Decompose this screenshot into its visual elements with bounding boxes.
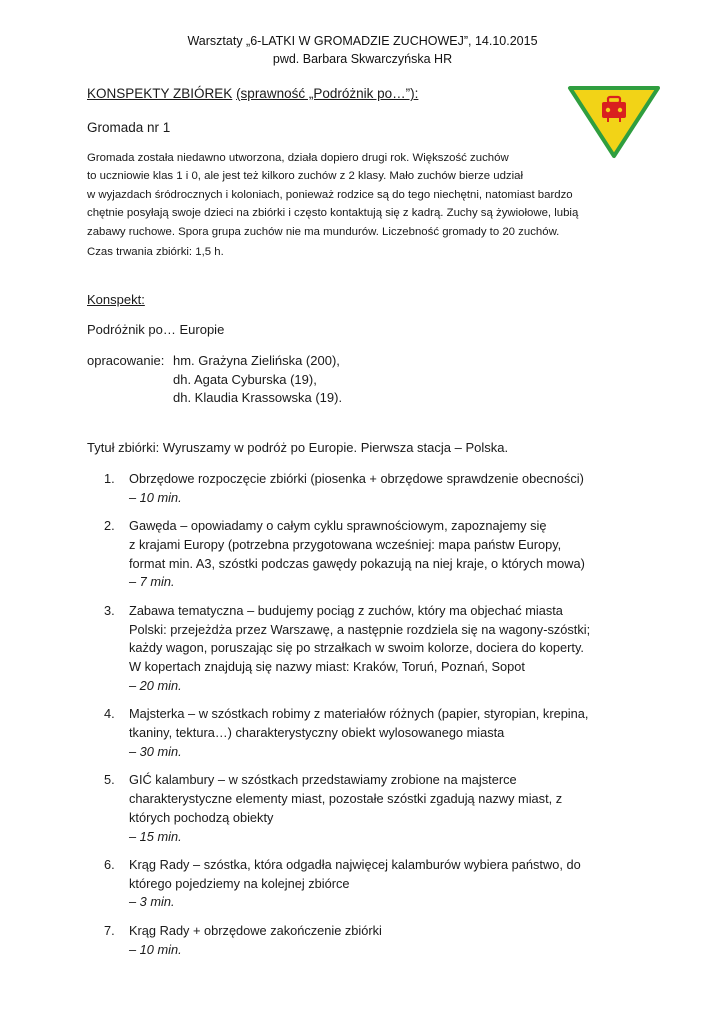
opracowanie-block <box>87 352 342 408</box>
list-item-text: W kopertach znajdują się nazwy miast: Kraków, Toruń, Poznań, Sopot <box>129 659 525 675</box>
header-workshop-title: Warsztaty „6-LATKI W GROMADZIE ZUCHOWEJ”, 14.10.2015 <box>187 34 538 48</box>
list-item <box>104 771 664 846</box>
document-header <box>0 32 725 68</box>
gromada-description-line: w wyjazdach śródrocznych i koloniach, ponieważ rodzice są do tego niechętni, natomiast bardzo <box>87 188 573 201</box>
tytul-value: Wyruszamy w podróż po Europie. Pierwsza stacja – Polska. <box>162 440 509 455</box>
gromada-heading: Gromada nr 1 <box>87 120 171 135</box>
gromada-description-line: to uczniowie klas 1 i 0, ale jest też kilkoro zuchów z 2 klasy. Mało zuchów bierze udział <box>87 170 523 183</box>
list-item-text: Krąg Rady – szóstka, która odgadła najwięcej kalamburów wybiera państwo, do <box>129 856 581 872</box>
list-item-time: – 10 min. <box>129 941 182 957</box>
list-item-text: którego pojedziemy na kolejnej zbiórce <box>129 875 350 891</box>
list-item <box>104 705 664 761</box>
list-item <box>104 602 664 696</box>
list-item <box>104 856 664 912</box>
list-item-time: – 3 min. <box>129 894 175 910</box>
konspekt-subtitle: Podróżnik po… Europie <box>87 322 225 337</box>
list-item-text: Majsterka – w szóstkach robimy z materiałów różnych (papier, styropian, krepina, <box>129 706 589 722</box>
list-item-number: 6. <box>104 856 115 872</box>
list-item-text: Krąg Rady + obrzędowe zakończenie zbiórki <box>129 922 382 938</box>
list-item <box>104 517 664 592</box>
list-item-time: – 30 min. <box>129 743 182 759</box>
author-name: dh. Klaudia Krassowska (19). <box>173 390 343 405</box>
author-name: dh. Agata Cyburska (19), <box>173 371 317 387</box>
list-item-text: Gawęda – opowiadamy o całym cyklu sprawnościowym, zapoznajemy się <box>129 518 547 534</box>
tytul-label: Tytuł zbiórki: <box>87 440 163 455</box>
list-item <box>104 922 664 960</box>
konspekty-title: KONSPEKTY ZBIÓREK <box>87 86 233 101</box>
list-item-text: Zabawa tematyczna – budujemy pociąg z zuchów, który ma objechać miasta <box>129 602 563 618</box>
konspekty-title-line <box>87 86 418 101</box>
list-item-text: każdy wagon, poruszając się po strzałkach w swoim kolorze, dociera do koperty. <box>129 640 584 656</box>
list-item-text: z krajami Europy (potrzebna przygotowana wcześniej: mapa państw Europy, <box>129 536 562 552</box>
opracowanie-label: opracowanie: <box>87 353 165 368</box>
list-item-text: format min. A3, szóstki podczas gawędy pokazują na niej kraje, o których mowa) <box>129 555 585 571</box>
gromada-description-line: chętnie posyłają swoje dzieci na zbiórki i często kontaktują się z kadrą. Zuchy są żywiołowe, lubią <box>87 207 579 220</box>
list-item-time: – 7 min. <box>129 574 175 590</box>
list-item-text: Obrzędowe rozpoczęcie zbiórki (piosenka + obrzędowe sprawdzenie obecności) <box>129 471 584 486</box>
list-item-text: GIĆ kalambury – w szóstkach przedstawiamy zrobione na majsterce <box>129 772 517 788</box>
list-item-text: charakterystyczne elementy miast, pozostałe szóstki zgadują nazwy miast, z <box>129 790 563 806</box>
list-item-text: Polski: przejeżdża przez Warszawę, a następnie rozdziela się na wagony-szóstki; <box>129 621 591 637</box>
tytul-zbiorki <box>87 440 508 455</box>
list-item-time: – 20 min. <box>129 677 182 693</box>
plan-list <box>104 470 664 969</box>
list-item <box>104 470 664 508</box>
list-item-time: – 10 min. <box>129 489 182 505</box>
list-item-number: 4. <box>104 706 115 722</box>
gromada-description <box>87 149 578 241</box>
list-item-text: tkaniny, tektura…) charakterystyczny obiekt wylosowanego miasta <box>129 725 505 741</box>
list-item-number: 2. <box>104 518 115 534</box>
list-item-text: których pochodzą obiekty <box>129 809 274 825</box>
konspekty-subtitle: (sprawność „Podróżnik po…”): <box>236 86 419 101</box>
list-item-number: 1. <box>104 471 115 486</box>
author-name: hm. Grażyna Zielińska (200), <box>173 353 340 368</box>
konspekt-label: Konspekt: <box>87 292 145 307</box>
list-item-number: 7. <box>104 922 115 938</box>
list-item-number: 5. <box>104 772 115 788</box>
gromada-description-line: zabawy ruchowe. Spora grupa zuchów nie ma mundurów. Liczebność gromady to 20 zuchów. <box>87 225 560 238</box>
list-item-time: – 15 min. <box>129 828 182 844</box>
list-item-number: 3. <box>104 602 115 618</box>
header-author: pwd. Barbara Skwarczyńska HR <box>272 52 453 66</box>
gromada-description-line: Gromada została niedawno utworzona, działa dopiero drugi rok. Większość zuchów <box>87 152 509 164</box>
duration-text: Czas trwania zbiórki: 1,5 h. <box>87 246 224 258</box>
suitcase-badge-icon <box>566 84 662 160</box>
